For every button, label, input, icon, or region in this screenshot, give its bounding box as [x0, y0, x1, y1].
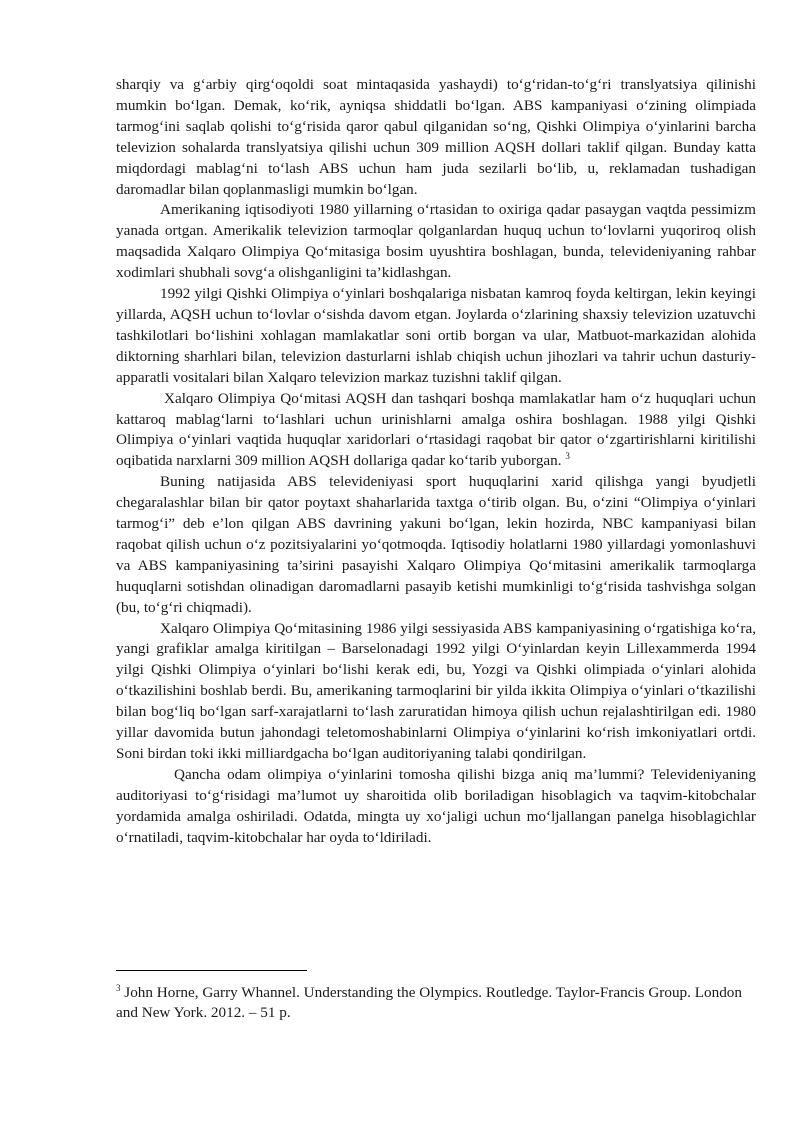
paragraph	[116, 619, 756, 765]
footnote-separator	[116, 970, 307, 971]
paragraph	[116, 765, 756, 849]
paragraph	[116, 200, 756, 284]
paragraph-text: 1992 yilgi Qishki Olimpiya o‘yinlari boshqalariga nisbatan kamroq foyda keltirgan, lekin keyingi yillarda, AQSH uchun to‘lovlar o‘sishda davom etgan. Joylarda o‘zlarining shaxsiy televizion uzatuvchi tashkilotlari bo‘lishini xohlagan mamlakatlar soni ortib borgan va ular, Matbuot-markazidan alohida diktorning sharhlari bilan, televizion dasturlarni ishlab chiqish uchun jihozlari va tahrir uchun dasturiy-apparatli vositalari bilan Xalqaro televizion markaz tuzishni taklif qilgan.	[116, 285, 756, 386]
paragraph-text: Buning natijasida ABS televideniyasi sport huquqlarini xarid qilishga yangi byudjetli chegaralashlar bilan bir qator poytaxt shaharlarida taxtga o‘tirib olgan. Bu, o‘zini “Olimpiya o‘yinlari tarmog‘i” deb e’lon qilgan ABS davrining yakuni bo‘lgan, lekin hozirda, NBC kampaniyasi bilan raqobat qilish uchun o‘z pozitsiyalarini yo‘qotmoqda. Iqtisodiy holatlarni 1980 yillardagi yomonlashuvi va ABS kampaniyasining ta’sirini pasayishi Xalqaro Olimpiya Qo‘mitasini amerikalik tarmoqlarga huquqlarni sotishdan olinadigan daromadlarni pasayib ketishi mumkinligi to‘g‘risida tashvishga solgan (bu, to‘g‘ri chiqmadi).	[116, 473, 756, 616]
paragraph	[116, 75, 756, 200]
paragraph-text: Qancha odam olimpiya o‘yinlarini tomosha qilishi bizga aniq ma’lummi? Televideniyaning auditoriyasi to‘g‘risidagi ma’lumot uy sharoitida olib boriladigan hisoblagich va taqvim-kitobchalar yordamida amalga oshiriladi. Odatda, mingta uy xo‘jaligi uchun mo‘ljallangan panelga hisoblagichlar o‘rnatiladi, taqvim-kitobchalar har oyda to‘ldiriladi.	[116, 765, 756, 846]
paragraph-text: Amerikaning iqtisodiyoti 1980 yillarning o‘rtasidan to oxiriga qadar pasaygan vaqtda pessimizm yanada ortgan. Amerikalik televizion tarmoqlar qolganlardan huquq uchun to‘lovlarni yuqoriroq olish maqsadida Xalqaro Olimpiya Qo‘mitasiga bosim uyushtira boshlagan, bunda, televideniyaning rahbar xodimlari shubhali sovg‘a olishganligini ta’kidlashgan.	[116, 201, 756, 282]
footnote	[116, 983, 756, 1023]
paragraph	[116, 472, 756, 618]
paragraph-text: Xalqaro Olimpiya Qo‘mitasi AQSH dan tashqari boshqa mamlakatlar ham o‘z huquqlari uchun kattaroq mablag‘larni to‘lashlari uchun urinishlarni amalga oshira boshlagan. 1988 yilgi Qishki Olimpiya o‘yinlari vaqtida huquqlar xaridorlari o‘rtasidagi raqobat bir qator o‘zgartirishlarni kiritilishi oqibatida narxlarni 309 million AQSH dollariga qadar ko‘tarib yuborgan.	[116, 389, 756, 470]
paragraph	[116, 389, 756, 473]
footnote-marker: 3	[116, 982, 121, 993]
paragraph	[116, 284, 756, 389]
footnote-text: John Horne, Garry Whannel. Understanding the Olympics. Routledge. Taylor-Francis Group. London and New York. 2012. – 51 p.	[116, 984, 742, 1021]
footnote-reference[interactable]: 3	[565, 451, 570, 462]
body-text	[116, 75, 756, 849]
paragraph-text: sharqiy va g‘arbiy qirg‘oqoldi soat mintaqasida yashaydi) to‘g‘ridan-to‘g‘ri translyatsiya qilinishi mumkin bo‘lgan. Demak, ko‘rik, ayniqsa shiddatli bo‘lgan. ABS kampaniyasi o‘zining olimpiada tarmog‘ini saqlab qolishi to‘g‘risida qaror qabul qilganidan so‘ng, Qishki Olimpiya o‘yinlarini barcha televizion sohalarda translyatsiya qilishi uchun 309 million AQSH dollari taklif qilgan. Bunday katta miqdordagi mablag‘ni to‘lash ABS uchun ham juda sezilarli bo‘lib, u, reklamadan tushadigan daromadlar bilan qoplanmasligi mumkin bo‘lgan.	[116, 76, 756, 198]
paragraph-text: Xalqaro Olimpiya Qo‘mitasining 1986 yilgi sessiyasida ABS kampaniyasining o‘rgatishiga ko‘ra, yangi grafiklar amalga kiritilgan – Barselonadagi 1992 yilgi O‘yinlardan keyin Lillexammerda 1994 yilgi Qishki Olimpiya o‘yinlari bo‘lishi kerak edi, bu, Yozgi va Qishki olimpiada o‘yinlari alohida o‘tkazilishini boshlab berdi. Bu, amerikaning tarmoqlarini bir yilda ikkita Olimpiya o‘yinlari o‘tkazilishi bilan bog‘liq bo‘lgan sarf-xarajatlarni to‘lash zaruratidan himoya qilish uchun rejalashtirilgan edi. 1980 yillar davomida butun jahondagi teletomoshabinlarni Olimpiya o‘yinlarini ko‘rish imkoniyatlari ortdi. Soni birdan toki ikki milliardgacha bo‘lgan auditoriyaning talabi qondirilgan.	[116, 619, 756, 762]
